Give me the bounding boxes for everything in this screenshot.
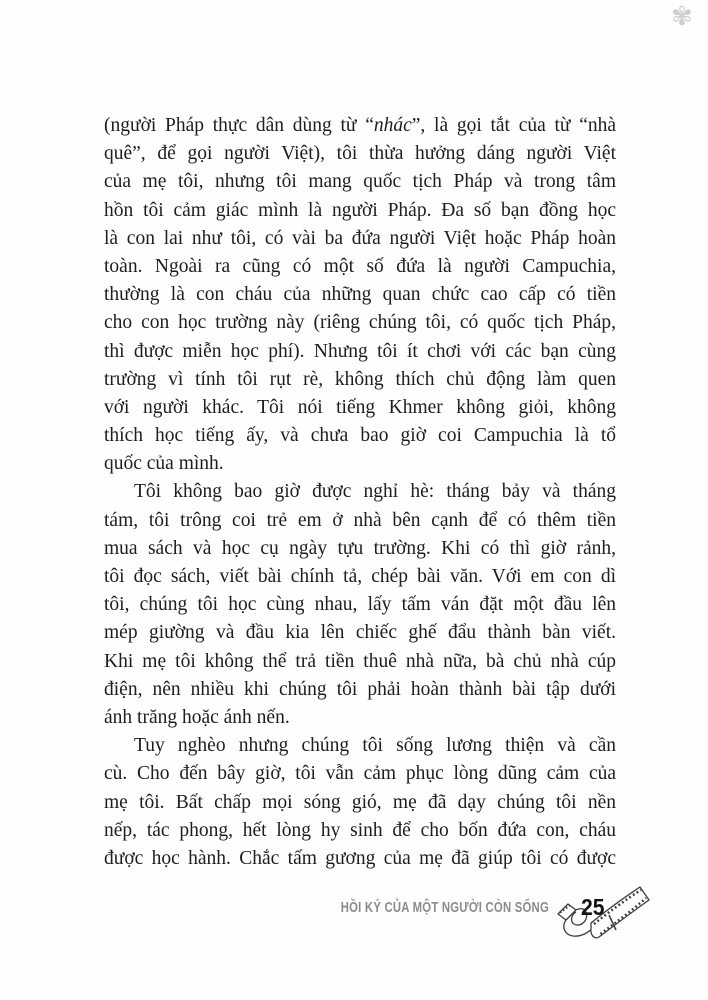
text-line: toàn. Ngoài ra cũng có một số đứa là người Campuchia, [104, 255, 616, 277]
text-line: Tuy nghèo nhưng chúng tôi sống lương thiện và cần [134, 735, 616, 757]
text-line: mép giường và đầu kia lên chiếc ghế đẩu thành bàn viết. [104, 622, 616, 644]
text-line: trường vì tính tôi rụt rè, không thích chủ động làm quen [104, 368, 616, 390]
body-text [104, 112, 616, 873]
text-line: mẹ tôi. Bất chấp mọi sóng gió, mẹ đã dạy chúng tôi nền [104, 791, 616, 813]
text-line: được học hành. Chắc tấm gương của mẹ đã giúp tôi có được [104, 847, 616, 869]
text-line: nếp, tác phong, hết lòng hy sinh để cho bốn đứa con, cháu [104, 819, 616, 841]
text-line: tám, tôi trông coi trẻ em ở nhà bên cạnh để có thêm tiền [104, 509, 616, 531]
text-line: thường là con cháu của những quan chức cao cấp có tiền [104, 284, 616, 306]
text-line: của mẹ tôi, nhưng tôi mang quốc tịch Pháp và trong tâm [104, 171, 616, 193]
text-line: với người khác. Tôi nói tiếng Khmer không giỏi, không [104, 396, 616, 418]
text-line: điện, nên nhiều khi chúng tôi phải hoàn thành bài tập dưới [104, 678, 616, 700]
page-number-group [553, 881, 655, 947]
text-line: (người Pháp thực dân dùng từ “nhác”, là gọi tắt của từ “nhà [104, 115, 617, 136]
text-line: là con lai như tôi, có vài ba đứa người Việt hoặc Pháp hoàn [104, 227, 616, 249]
text-line: cho con học trường này (riêng chúng tôi, có quốc tịch Pháp, [104, 312, 616, 334]
text-line: tôi, chúng tôi học cùng nhau, lấy tấm ván đặt một đầu lên [104, 594, 616, 616]
text-line: Khi mẹ tôi không thể trả tiền thuê nhà nữa, bà chủ nhà cúp [104, 650, 616, 672]
text-line: tôi đọc sách, viết bài chính tả, chép bài văn. Với em con dì [104, 566, 616, 587]
text-line: hồn tôi cảm giác mình là người Pháp. Đa số bạn đồng học [104, 199, 616, 221]
running-title: HỒI KÝ CỦA MỘT NGƯỜI CÒN SỐNG [340, 900, 549, 916]
text-line: Tôi không bao giờ được nghỉ hè: tháng bảy và tháng [134, 481, 616, 503]
text-line: quốc của mình. [104, 453, 224, 475]
text-line: ánh trăng hoặc ánh nến. [104, 706, 290, 728]
text-line: cù. Cho đến bây giờ, tôi vẫn cảm phục lòng dũng cảm của [104, 763, 616, 785]
page-number: 25 [581, 894, 605, 920]
text-line: mua sách và học cụ ngày tựu trường. Khi có thì giờ rảnh, [104, 537, 616, 559]
flower-ornament-icon: ✾ [671, 2, 693, 32]
text-line: thích học tiếng ấy, và chưa bao giờ coi Campuchia là tổ [104, 425, 616, 447]
text-line: thì được miễn học phí). Nhưng tôi ít chơi với các bạn cùng [104, 340, 616, 362]
text-line: quê”, để gọi người Việt), tôi thừa hưởng dáng người Việt [104, 143, 616, 165]
